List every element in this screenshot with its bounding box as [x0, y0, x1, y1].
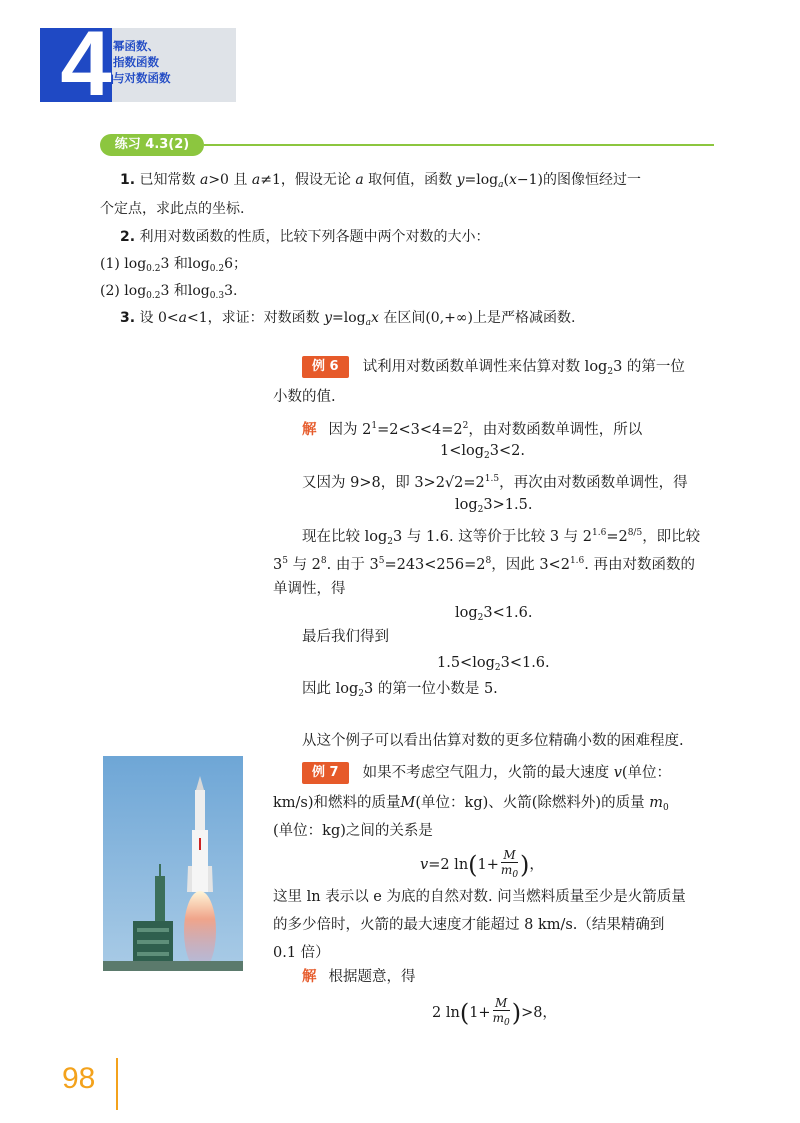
text: =2 ln: [428, 857, 469, 873]
numerator: M: [493, 996, 510, 1011]
example7-equation2: [432, 988, 557, 1038]
example6-conclusion: 从这个例子可以看出估算对数的更多位精确小数的困难程度.: [302, 733, 684, 749]
text: 1.5<log: [437, 655, 495, 671]
text: 3<1.6.: [500, 655, 550, 671]
numerator: M: [501, 848, 518, 863]
example6-line2: 小数的值.: [273, 389, 336, 405]
text: 根据题意，得: [328, 969, 416, 985]
example7-solution: [302, 962, 416, 992]
text: (单位：: [621, 765, 672, 781]
text: 如果不考虑空气阻力，火箭的最大速度: [362, 765, 610, 781]
chapter-title-line: 幂函数、: [113, 39, 159, 53]
var: x: [370, 310, 379, 326]
text: 2 ln: [432, 1005, 460, 1021]
den-var: m: [500, 863, 513, 877]
text: <1，求证：对数函数: [186, 310, 320, 326]
subscript: 2: [387, 537, 393, 547]
superscript: 1.6: [592, 528, 607, 538]
sqrt: √2: [444, 475, 464, 491]
text: >0 且: [208, 172, 248, 188]
text: . 由于 3: [326, 557, 379, 573]
subscript: 2: [484, 451, 490, 461]
example6-line13: [302, 674, 498, 709]
text: (1): [100, 256, 120, 272]
text: 1+: [469, 1005, 491, 1021]
text: 6；: [224, 256, 247, 272]
text: 取何值，函数: [368, 172, 453, 188]
right-paren: ): [520, 851, 530, 879]
subscript: 2: [607, 367, 614, 377]
text: 3 和log: [160, 256, 210, 272]
text: 3.: [224, 283, 238, 299]
subscript: 0.3: [209, 291, 225, 301]
text: 设 0<: [139, 310, 179, 326]
exercise-q3: [120, 304, 575, 338]
q3-number: 3.: [120, 310, 136, 326]
text: km/s)和燃料的质量: [273, 795, 401, 811]
superscript: 5: [282, 556, 288, 566]
text: =log: [464, 172, 499, 188]
example7-line1: [302, 758, 671, 788]
superscript: 1.5: [484, 474, 500, 484]
text: ≠1，假设无论: [260, 172, 351, 188]
subscript: 0: [662, 803, 669, 813]
text: −1)的图像恒经过一: [516, 172, 641, 188]
text: =log: [331, 310, 366, 326]
var: a: [199, 172, 209, 188]
superscript: 1.6: [569, 556, 585, 566]
exercise-q2: [120, 223, 490, 252]
text: ，由对数函数单调性，所以: [468, 422, 643, 438]
superscript: 8/5: [627, 528, 643, 538]
text: 3 与 1.6. 这等价于比较 3 与 2: [393, 529, 592, 545]
left-paren: (: [468, 851, 478, 879]
example7-line5: 的多少倍时，火箭的最大速度才能超过 8 km/s.（结果精确到: [273, 917, 665, 933]
superscript: 2: [462, 421, 469, 431]
superscript: 5: [378, 556, 385, 566]
text: =2<3<4=2: [377, 422, 463, 438]
exercise-divider: [204, 144, 714, 146]
exercise-label: 练习 4.3(2): [100, 134, 204, 156]
example7-line4: 这里 ln 表示以 e 为底的自然对数. 问当燃料质量至少是火箭质量: [273, 889, 686, 905]
text: (2): [100, 283, 120, 299]
right-paren: ): [511, 999, 522, 1027]
solution-label: 解: [302, 422, 317, 438]
var: a: [178, 310, 187, 326]
var: a: [251, 172, 261, 188]
fraction: [501, 848, 518, 882]
text: 又因为 9>8，即 3>2: [302, 475, 445, 491]
text: . 再由对数函数的: [584, 557, 695, 573]
text: 与 2: [292, 557, 321, 573]
text: >8，: [521, 1005, 557, 1021]
subscript: 2: [494, 663, 501, 673]
subscript: a: [498, 180, 504, 190]
text: =243<256=2: [384, 557, 486, 573]
var: y: [456, 172, 465, 188]
superscript: 8: [485, 556, 492, 566]
text: log: [124, 283, 147, 299]
rocket-launch-image: [103, 756, 243, 971]
denominator: [501, 863, 518, 882]
example7-tag: 例 7: [302, 762, 349, 784]
page-number: 98: [62, 1062, 96, 1095]
var: a: [355, 172, 364, 188]
text: 3: [273, 557, 283, 573]
subscript: 0: [503, 1018, 510, 1028]
superscript: 8: [320, 556, 327, 566]
text: log: [455, 497, 478, 513]
text: 因此 log: [302, 681, 359, 697]
text: 在区间(0,+∞)上是严格减函数.: [383, 310, 576, 326]
subscript: 0: [512, 870, 519, 880]
var: v: [420, 857, 429, 873]
text: 利用对数函数的性质，比较下列各题中两个对数的大小：: [139, 229, 490, 245]
text: =2: [606, 529, 628, 545]
subscript: 0.2: [209, 264, 225, 274]
subscript: 0.2: [146, 291, 161, 301]
text: log: [124, 256, 147, 272]
example6-line10: [455, 598, 532, 633]
example7-line6: 0.1 倍）: [273, 945, 330, 961]
var: y: [324, 310, 332, 326]
subscript: 0.2: [146, 264, 161, 274]
text: 3>1.5.: [483, 497, 533, 513]
text: 1+: [477, 857, 499, 873]
text: =2: [463, 475, 485, 491]
exercise-q1-line2: 个定点，求此点的坐标.: [100, 201, 245, 217]
example6-tag: 例 6: [302, 356, 349, 378]
subscript: 2: [477, 613, 484, 623]
q1-number: 1.: [120, 172, 136, 188]
fraction: [493, 996, 510, 1030]
text: 3 和log: [160, 283, 210, 299]
subscript: a: [365, 318, 371, 328]
example6-line9: 单调性，得: [273, 581, 346, 597]
example6-line11: 最后我们得到: [302, 629, 389, 645]
left-paren: (: [459, 999, 470, 1027]
text: 3 的第一位: [613, 359, 685, 375]
text: ，: [529, 857, 544, 873]
solution-label: 解: [302, 969, 317, 985]
chapter-title-line: 指数函数: [113, 55, 159, 69]
text: 现在比较 log: [302, 529, 388, 545]
subscript: 2: [477, 505, 484, 515]
subscript: 2: [358, 689, 364, 699]
example7-line3: (单位：kg)之间的关系是: [273, 823, 433, 839]
text: log: [455, 605, 478, 621]
den-var: m: [492, 1011, 504, 1025]
text: 3 的第一位小数是 5.: [364, 681, 498, 697]
text: (单位：kg)、火箭(除燃料外)的质量: [415, 795, 645, 811]
text: 试利用对数函数单调性来估算对数 log: [362, 359, 608, 375]
text: 1<log: [440, 443, 485, 459]
text: 3<1.6.: [483, 605, 533, 621]
text: ，再次由对数函数单调性，得: [499, 475, 688, 491]
chapter-title-line: 与对数函数: [113, 71, 171, 85]
chapter-title: [113, 38, 233, 86]
var: m: [649, 795, 663, 811]
text: 3<2.: [489, 443, 525, 459]
chapter-number: 4: [60, 13, 112, 115]
text: ，即比较: [642, 529, 701, 545]
page-number-divider: [116, 1058, 118, 1110]
q2-number: 2.: [120, 229, 136, 245]
text: 因为 2: [328, 422, 372, 438]
example6-line1: [302, 352, 685, 387]
denominator: [493, 1011, 510, 1030]
superscript: 1: [371, 421, 378, 431]
text: 已知常数: [139, 172, 196, 188]
text: (: [503, 172, 509, 188]
text: ，因此 3<2: [491, 557, 570, 573]
var: M: [400, 795, 416, 811]
var: v: [613, 765, 622, 781]
var: x: [508, 172, 517, 188]
